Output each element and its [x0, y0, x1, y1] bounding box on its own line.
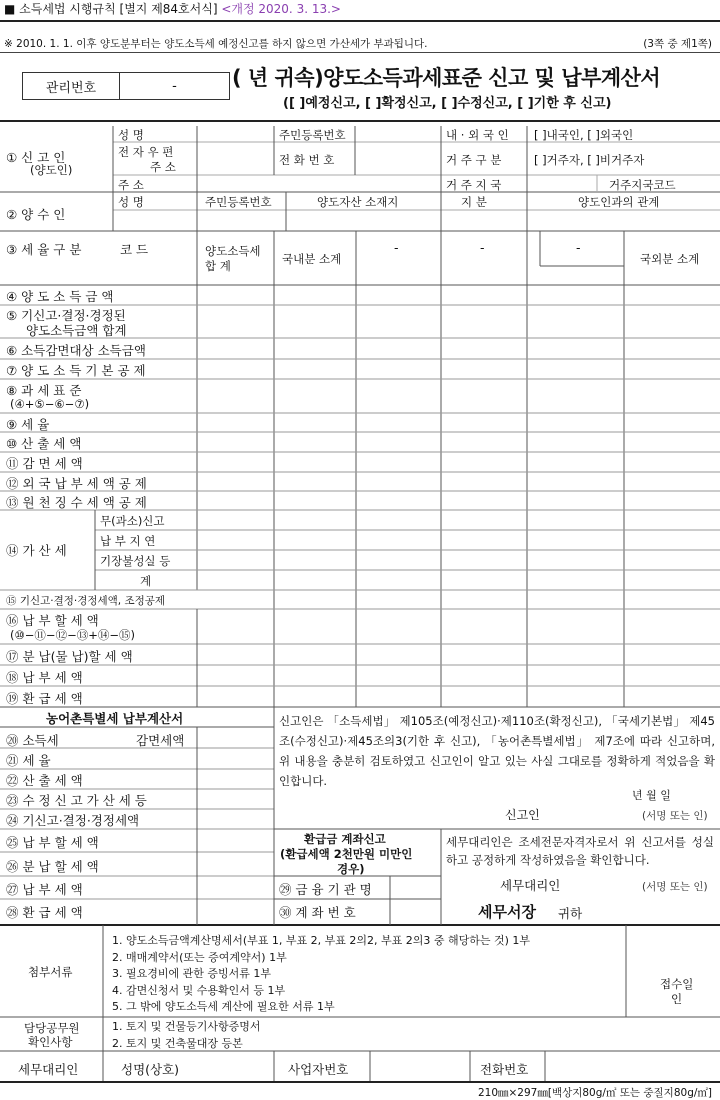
tax-rate-label: ③ 세 율 구 분 — [6, 242, 82, 257]
refund-heading-2: (환급세액 2천만원 미만인 — [280, 847, 413, 861]
item-17: ⑰ 분 납(물 납)할 세 액 — [6, 649, 133, 664]
rural-item-26: ㉖ 분 납 할 세 액 — [6, 859, 99, 874]
transferee-name-label: 성 명 — [118, 195, 144, 209]
declarant-signature-field[interactable]: (서명 또는 인) — [642, 810, 708, 822]
rural-item-23: ㉓ 수 정 신 고 가 산 세 등 — [6, 793, 147, 808]
declarant-email-label: 전 자 우 편 — [118, 145, 174, 159]
transferee-label: ② 양 수 인 — [6, 207, 66, 222]
residency-label: 거 주 구 분 — [446, 153, 502, 167]
transferee-rrn-label: 주민등록번호 — [205, 195, 272, 209]
domestic-subtotal-label: 국내분 소계 — [282, 252, 342, 266]
declarant-sublabel: (양도인) — [30, 163, 73, 177]
official-check-label-1: 담당공무원 — [24, 1021, 80, 1035]
item-12: ⑫ 외 국 납 부 세 액 공 제 — [6, 476, 147, 491]
rural-item-28: ㉘ 환 급 세 액 — [6, 905, 83, 920]
rate-code-dash-1: - — [394, 240, 399, 255]
transferee-relation-label: 양도인과의 관계 — [578, 195, 660, 209]
honorific: 귀하 — [558, 906, 583, 921]
item-5b: 양도소득금액 합계 — [26, 323, 127, 338]
attachment-item: 3. 필요경비에 관한 증빙서류 1부 — [112, 967, 271, 980]
page-number: (3쪽 중 제1쪽) — [643, 38, 712, 50]
rural-item-22: ㉒ 산 출 세 액 — [6, 773, 83, 788]
declarant-label: ① 신 고 인 — [6, 150, 66, 165]
form-subtitle: ([ ]예정신고, [ ]확정신고, [ ]수정신고, [ ]기한 후 신고) — [283, 96, 612, 111]
management-number-label: 관리번호 — [23, 73, 120, 99]
attachment-item: 5. 그 밖에 양도소득세 계산에 필요한 서류 1부 — [112, 1000, 335, 1013]
item-15: ⑮ 기신고·결정·경정세액, 조정공제 — [6, 595, 166, 607]
refund-heading-3: 경우) — [337, 862, 365, 876]
official-check-label-2: 확인사항 — [28, 1035, 73, 1049]
account-number-label: ㉚ 계 좌 번 호 — [279, 905, 356, 920]
declarant-addr-label: 주 소 — [118, 178, 144, 192]
item-10: ⑩ 산 출 세 액 — [6, 436, 82, 451]
rural-item-21: ㉑ 세 율 — [6, 753, 51, 768]
attachment-item: 2. 매매계약서(또는 증여계약서) 1부 — [112, 950, 287, 964]
item-19: ⑲ 환 급 세 액 — [6, 691, 83, 706]
official-check-item: 2. 토지 및 건축물대장 등본 — [112, 1036, 243, 1050]
form-header-prefix: ■ 소득세법 시행규칙 [별지 제84호서식] — [4, 2, 222, 16]
agent-footer-bizno-label: 사업자번호 — [288, 1062, 349, 1077]
official-check-item: 1. 토지 및 건물등기사항증명서 — [112, 1020, 261, 1033]
tax-rate-code-label: 코 드 — [120, 242, 149, 257]
declarant-name-label: 성 명 — [118, 128, 144, 142]
rural-tax-heading: 농어촌특별세 납부계산서 — [46, 711, 184, 726]
rural-item-24: ㉔ 기신고·결정·경정세액 — [6, 813, 140, 828]
rural-item-20: ⑳ 소득세 — [6, 733, 59, 748]
item-5a: ⑤ 기신고·결정·경정된 — [6, 308, 126, 323]
form-title: ( 년 귀속)양도소득과세표준 신고 및 납부계산서 — [232, 66, 661, 90]
refund-heading-1: 환급금 계좌신고 — [304, 832, 386, 846]
country-code-label: 거주지국코드 — [609, 178, 676, 192]
declarant-address-label: 주 소 — [150, 160, 176, 174]
transferee-location-label: 양도자산 소재지 — [317, 195, 399, 209]
management-number-field[interactable]: - — [172, 78, 177, 94]
bank-name-label: ㉙ 금 융 기 관 명 — [279, 882, 372, 897]
item-9: ⑨ 세 율 — [6, 417, 50, 432]
total-label-1: 양도소득세 — [205, 244, 261, 258]
item-6: ⑥ 소득감면대상 소득금액 — [6, 343, 146, 358]
rural-item-25: ㉕ 납 부 할 세 액 — [6, 835, 99, 850]
total-label-2: 합 계 — [205, 259, 231, 273]
item-14-total: 계 — [140, 574, 152, 588]
official-check-list — [112, 1019, 261, 1052]
item-8-formula: (④+⑤−⑥−⑦) — [10, 397, 90, 411]
attachment-item: 1. 양도소득금액계산명세서(부표 1, 부표 2, 부표 2의2, 부표 2의3 중 해당하는 것) 1부 — [112, 934, 531, 947]
declarant-rrn-label: 주민등록번호 — [279, 128, 346, 142]
late-filing-notice: ※ 2010. 1. 1. 이후 양도분부터는 양도소득세 예정신고를 하지 않으면 가산세가 부과됩니다. — [4, 38, 428, 50]
rural-item-27: ㉗ 납 부 세 액 — [6, 882, 83, 897]
item-13: ⑬ 원 천 징 수 세 액 공 제 — [6, 495, 147, 510]
declarant-signature-label: 신고인 — [505, 808, 540, 822]
item-8: ⑧ 과 세 표 준 — [6, 383, 82, 398]
item-11: ⑪ 감 면 세 액 — [6, 456, 83, 471]
attachment-item: 4. 감면신청서 및 수용확인서 등 1부 — [112, 983, 286, 997]
agent-statement: 세무대리인은 조세전문자격자로서 위 신고서를 성실하고 공정하게 작성하였음을 확인합니다. — [446, 835, 714, 867]
item-16-formula: (⑩−⑪−⑫−⑬+⑭−⑮) — [10, 628, 135, 642]
item-14: ⑭ 가 산 세 — [6, 543, 67, 558]
fee-label-2: 인 — [671, 992, 683, 1006]
attachments-list — [112, 933, 530, 1016]
fee-label-1: 접수일 — [660, 977, 694, 991]
agent-footer-name-label: 성명(상호) — [121, 1062, 180, 1077]
item-18: ⑱ 납 부 세 액 — [6, 670, 83, 685]
item-16: ⑯ 납 부 할 세 액 — [6, 613, 99, 628]
rate-code-dash-3: - — [576, 240, 581, 255]
declarant-phone-label: 전 화 번 호 — [279, 153, 335, 167]
nationality-label: 내 · 외 국 인 — [446, 128, 509, 142]
paper-spec: 210㎜×297㎜[백상지80g/㎡ 또는 중질지80g/㎡] — [477, 1087, 712, 1099]
foreign-subtotal-label: 국외분 소계 — [640, 252, 700, 266]
nationality-options[interactable]: [ ]내국인, [ ]외국인 — [534, 128, 634, 142]
item-7: ⑦ 양 도 소 득 기 본 공 제 — [6, 363, 146, 378]
tax-office-label: 세무서장 — [478, 903, 536, 921]
item-14-late-payment: 납 부 지 연 — [100, 534, 156, 548]
residency-options[interactable]: [ ]거주자, [ ]비거주자 — [534, 153, 645, 167]
agent-signature-label: 세무대리인 — [500, 878, 561, 893]
attachments-label: 첨부서류 — [28, 965, 73, 979]
revision-date: <개정 2020. 3. 13.> — [221, 2, 341, 16]
declaration-statement: 신고인은 「소득세법」 제105조(예정신고)·제110조(확정신고), 「국세기본법」 제45조(수정신고)·제45조의3(기한 후 신고), 「농어촌특별세법」 제7조에 따라 신고하며, 위 내용을 충분히 검토하였고 신고인이 알고 있는 사실 그대로를 정확하게 적었음을 확인합니다. — [279, 714, 715, 788]
transferee-share-label: 지 분 — [461, 195, 487, 209]
declaration-date[interactable]: 년 월 일 — [632, 789, 671, 802]
agent-signature-field[interactable]: (서명 또는 인) — [642, 881, 708, 893]
item-14-nonfiling: 무(과소)신고 — [100, 514, 165, 528]
rural-item-20-reduction: 감면세액 — [136, 733, 185, 748]
agent-footer-label: 세무대리인 — [18, 1062, 79, 1077]
item-14-bookkeeping: 기장불성실 등 — [100, 554, 171, 568]
item-4: ④ 양 도 소 득 금 액 — [6, 289, 114, 304]
rate-code-dash-2: - — [480, 240, 485, 255]
agent-footer-phone-label: 전화번호 — [480, 1062, 529, 1077]
country-label: 거 주 지 국 — [446, 178, 502, 192]
